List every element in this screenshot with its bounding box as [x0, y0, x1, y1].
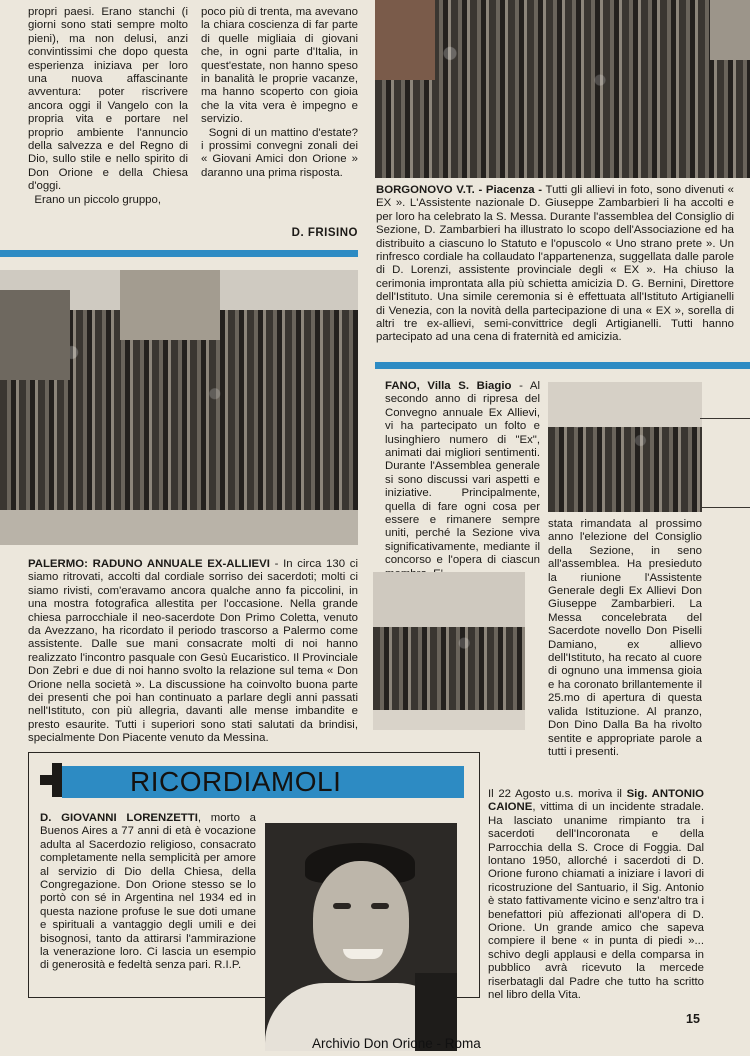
caione-obituary: Il 22 Agosto u.s. moriva il Sig. ANTONIO CAIONE, vittima di un incidente stradale. Ha lasciato unanime rimpianto tra i sacerdoti dell'Incoronata e della Parrocchia della S. Croce di Foggia. Dal lontano 1950, allorché i sacerdoti di D. Orione furono chiamati a iniziare i lavori di ricostruzione del Santuario, il Sig. Antonio è stato fattivamente vicino e senz'altro tra i benefattori più affezionati all'opera di D. Orione. Un grande amico che sapeva compiere il bene « in punta di piedi »... schivo degli applausi e della comparsa in pubblico avrà ricevuto la mercede riserbatagli dal Padre che tutto ha scritto nel libro della Vita.	[488, 788, 704, 1002]
banner-title: RICORDIAMOLI	[130, 766, 342, 797]
section-divider-right	[375, 362, 750, 369]
fano-article: FANO, Villa S. Biagio - Al secondo anno di ripresa del Convegno annuale Ex Allievi, vi ha partecipato un folto e lusinghiero numero di "Ex", animati dai migliori sentimenti. Durante l'Assemblea generale si sono discussi vari aspetti e iniziative. Principalmente, quella di fare ogni cosa per essere e rimanere sempre uniti, perché la Sezione viva significativamente, mediante il concorso e l'opera di ciascun	[385, 380, 540, 567]
lorenzetti-obituary: D. GIOVANNI LORENZETTI, morto a Buenos Aires a 77 anni di età è vocazione adulta al Sacerdozio religioso, consacrato completamente nella semplicità per amore al servizio di Dio della Chiesa, della Congregazione. Don Orione stesso se lo portò con sé in Argentina nel 1934 ed in questa nazione profuse le sue doti umane e spirituali a vantaggio degli umili e dei bisognosi, tanto da attirarsi l'ammirazione la venerazione loro. Ci lascia un esempio di generosità e fedeltà senza pari. R.I.P.	[40, 812, 256, 972]
palermo-group-photo	[0, 270, 358, 545]
palermo-article: PALERMO: RADUNO ANNUALE EX-ALLIEVI - In circa 130 ci siamo ritrovati, accolti dal cordiale sorriso dei sacerdoti; molti ci siamo rivisti, com'eravamo ancora qualche anno fa piccolini, in una mostra fotografica allestita per l'occasione. Nella grande chiesa parrocchiale il neo-sacerdote Don Primo Coletta, venuto da Avezzano, ha ricordato il periodo trascorso a Palermo come assistente. Dalle sue mani consacrate molti di noi hanno realizzato l'incontro pasquale con Gesù Eucaristico. Il Provinciale Don Zebri e due di noi hanno svolto la relazione sul tema « Don Orione nella società ». La discussione ha coinvolto buona parte dei presenti che poi han continuato a parlare degli anni passati nell'Istituto, con più allegria, davanti alle mense imbandite e presto esaurite. Tutti i superiori sono stati salutati da brindisi, specialmente Don Piacente venuto da Messina.	[28, 558, 358, 745]
page-number: 15	[686, 1012, 700, 1026]
signature-frisino: D. FRISINO	[291, 227, 358, 239]
margin-line	[700, 507, 750, 508]
fano-banquet-photo	[373, 572, 525, 730]
borgonovo-article: BORGONOVO V.T. - Piacenza - Tutti gli allievi in foto, sono divenuti « EX ». L'Assistente nazionale D. Giuseppe Zambarbieri li ha accolti e per loro ha celebrato la S. Messa. Durante l'assemblea del Consiglio di Sezione, D. Zambarbieri ha illustrato lo scopo dell'Associazione ed ha distribuito a ciascuno lo Statuto e l'opuscolo « Uno strano prete ». Un rinfresco cordiale ha collaudato l'appartenenza, suggellata dalle parole di D. Lorenzi, assistente provinciale degli « EX ». Ha chiuso la cerimonia improntata alla più schietta amicizia D. G. Bernini, Direttore dell'Istituto. Una simile ceremonia si è effettuata all'Istituto Artigianelli di Venezia, con la novità della partecipazione di una « EX », sorella di altri tre ex-allievi, semi-convittrice degli Artigianelli. Tutti hanno partecipato ad una cena di fraternità ed amicizia.	[376, 184, 734, 344]
archive-watermark: Archivio Don Orione - Roma	[312, 1036, 481, 1051]
lorenzetti-portrait	[265, 823, 457, 1051]
col2-top-text: poco più di trenta, ma avevano la chiara coscienza di far parte di quelle migliaia di giovani che, in ogni parte d'Italia, in quest'estate, non hanno speso in banalità le proprie vacanze, ma hanno scoperto con gioia che la vita vera è impegno e servizio. Sogni di un mattino d'estate? i prossimi convegni zonali dei « Giovani Amici don Orione » daranno una prima risposta.	[201, 6, 358, 179]
borgonovo-group-photo	[375, 0, 750, 178]
col1-top-text: propri paesi. Erano stanchi (i giorni sono stati sempre molto pieni), ma non delusi, anzi convintissimi che dopo questa esperienza iniziava per loro una nuova affascinante avventura: poter riscrivere ancora oggi il Vangelo con la propria vita e portare nel proprio ambiente l'annuncio della salvezza e del Regno di Dio, sullo stile e nello spirito di Don Orione e della Chiesa d'oggi. Erano un piccolo gruppo,	[28, 6, 188, 206]
fano-dinner-photo	[548, 382, 702, 512]
section-divider-left	[0, 250, 358, 257]
ricordiamoli-banner	[62, 766, 464, 798]
margin-line	[700, 418, 750, 419]
fano-article-continued: stata rimandata al prossimo anno l'elezione del Consiglio della Sezione, in seno all'assemblea. Ha presieduto la riunione l'Assistente Generale degli Ex Allievi Don Giuseppe Zambarbieri. La Messa concelebrata del Sacerdote novello Don Piselli Damiano, ex allievo dell'Istituto, ha recato al cuore di ognuno una immensa gioia e ha coronato brillantemente il 25.mo di apertura di questa valida Istituzione. Al pranzo, Don Dino Dalla Ba ha rivolto sentite e appropriate parole a tutti i presenti.	[548, 518, 702, 758]
